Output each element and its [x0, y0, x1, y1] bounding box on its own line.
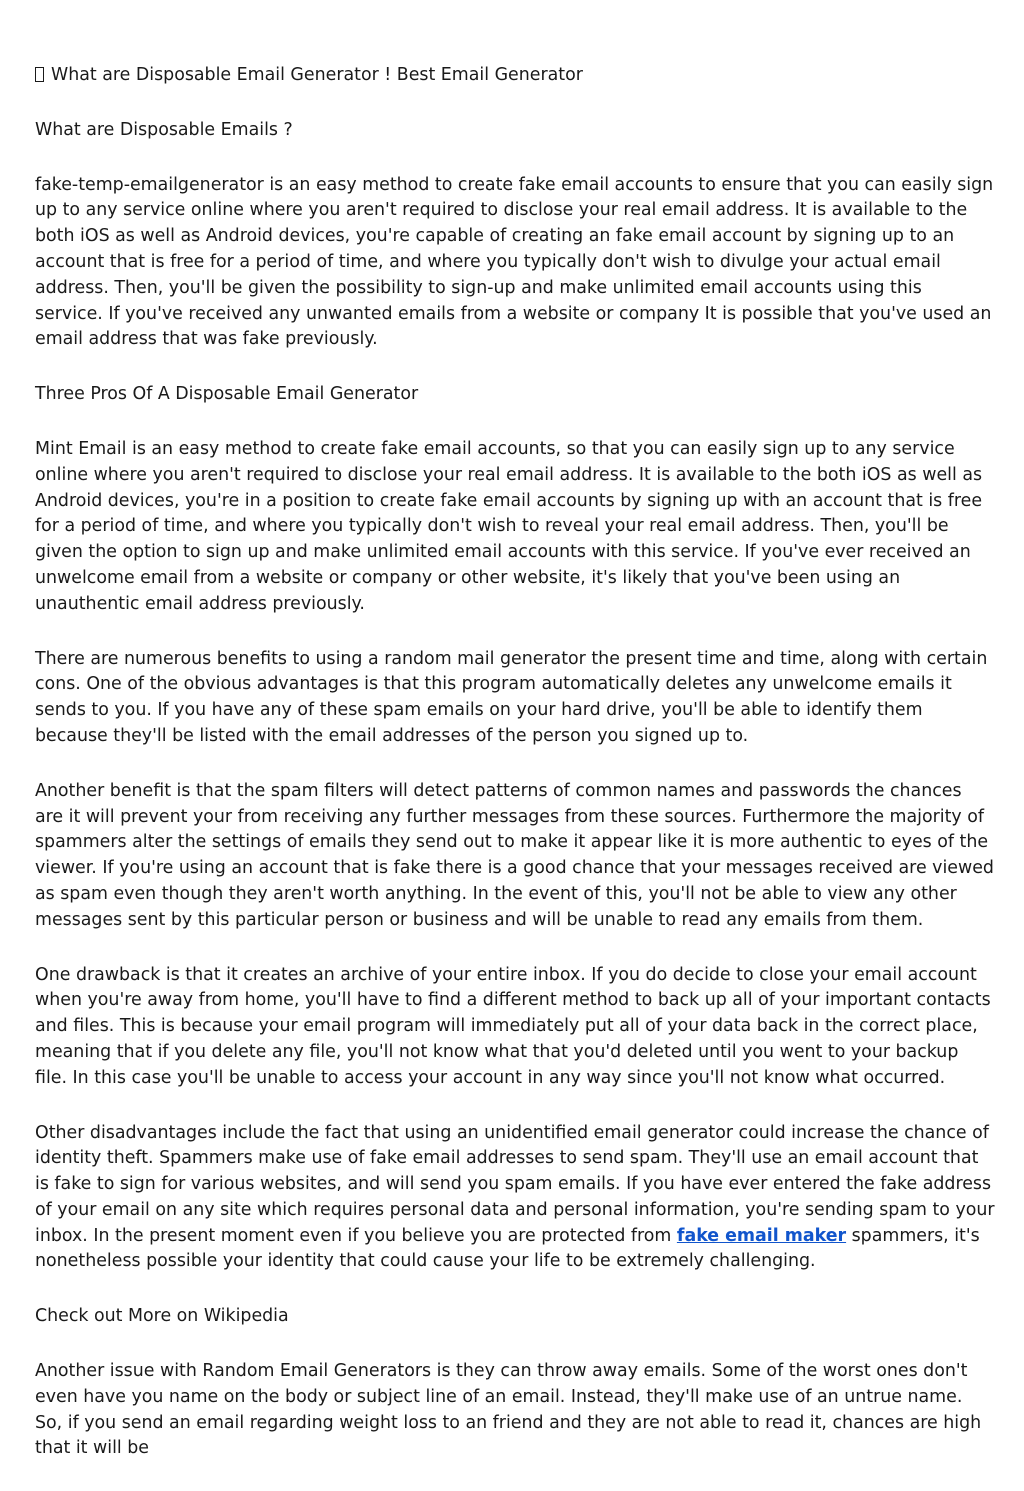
heading-disposable-emails: What are Disposable Emails ? [35, 119, 293, 140]
missing-glyph-icon [35, 67, 44, 82]
paragraph-6 [35, 1121, 995, 1276]
title-text: What are Disposable Email Generator ! Best Email Generator [51, 65, 583, 85]
paragraph-7: Another issue with Random Email Generators is they can throw away emails. Some of the worst ones don't even have you name on the body or subject line of an email. Instead, they'll make use of an untrue name. So, if you send an email regarding weight loss to an friend and they are not able to read it, chances are high that it will be [35, 1361, 982, 1459]
document-body [35, 63, 995, 1491]
paragraph-2: Mint Email is an easy method to create fake email accounts, so that you can easily sign up to any service online where you aren't required to disclose your real email address. It is available to the both iOS as well as Android devices, you're in a position to create fake email accounts by signing up with an account that is free for a period of time, and where you typically don't wish to reveal your real email address. Then, you'll be given the option to sign up and make unlimited email accounts with this service. If you've ever received an unwelcome email from a website or company or other website, it's likely that you've been using an unauthentic email address previously. [35, 438, 983, 614]
paragraph-3: There are numerous benefits to using a random mail generator the present time and time, along with certain cons. One of the obvious advantages is that this program automatically deletes any unwelcome emails it sends to you. If you have any of these spam emails on your hard drive, you'll be able to identify them because they'll be listed with the email addresses of the person you signed up to. [35, 648, 988, 746]
paragraph-4: Another benefit is that the spam filters will detect patterns of common names and passwords the chances are it will prevent your from receiving any further messages from these sources. Furthermore the majority of spammers alter the settings of emails they send out to make it appear like it is more authentic to eyes of the viewer. If you're using an account that is fake there is a good chance that your messages received are viewed as spam even though they aren't worth anything. In the event of this, you'll not be able to view any other messages sent by this particular person or business and will be unable to read any emails from them. [35, 780, 994, 930]
fake-email-maker-link[interactable]: fake email maker [676, 1225, 847, 1246]
heading-wikipedia: Check out More on Wikipedia [35, 1306, 289, 1327]
document-title [35, 63, 995, 89]
paragraph-6-text-after: spammers, it's nonetheless possible your identity that could cause your life to be extremely challenging. [35, 1225, 980, 1272]
paragraph-5: One drawback is that it creates an archive of your entire inbox. If you do decide to close your email account when you're away from home, you'll have to find a different method to back up all of your important contacts and files. This is because your email program will immediately put all of your data back in the correct place, meaning that if you delete any file, you'll not know what that you'd deleted until you went to your backup file. In this case you'll be unable to access your account in any way since you'll not know what occurred. [35, 964, 991, 1088]
paragraph-1: fake-temp-emailgenerator is an easy method to create fake email accounts to ensure that you can easily sign up to any service online where you aren't required to disclose your real email address. It is available to the both iOS as well as Android devices, you're capable of creating an fake email account by signing up to an account that is free for a period of time, and where you typically don't wish to divulge your actual email address. Then, you'll be given the possibility to sign-up and make unlimited email accounts using this service. If you've received any unwanted emails from a website or company It is possible that you've used an email address that was fake previously. [35, 174, 994, 350]
heading-three-pros: Three Pros Of A Disposable Email Generator [35, 384, 419, 405]
paragraph-6-text-before: Other disadvantages include the fact that using an unidentified email generator could increase the chance of identity theft. Spammers make use of fake email addresses to send spam. They'll use an email account that is fake to sign for various websites, and will send you spam emails. If you have ever entered the fake address of your email on any site which requires personal data and personal information, you're sending spam to your inbox. In the present moment even if you believe you are protected from [35, 1122, 995, 1246]
